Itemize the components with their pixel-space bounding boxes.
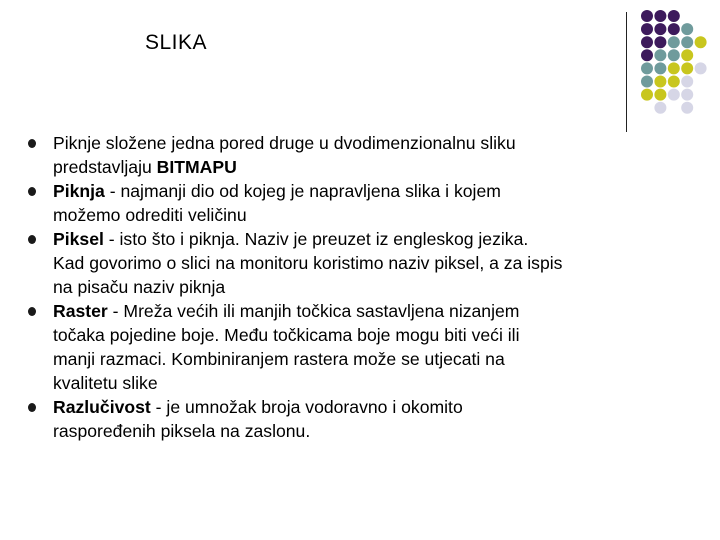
bullet-list — [26, 131, 706, 443]
dot — [654, 36, 666, 48]
dot — [654, 49, 666, 61]
dot — [654, 76, 666, 88]
list-item — [26, 131, 706, 179]
dot — [654, 23, 666, 35]
list-item — [26, 179, 706, 227]
dot — [681, 62, 693, 74]
item-text: - je umnožak broja vodoravno i okomito raspoređenih piksela na zaslonu. — [53, 397, 463, 441]
bullet-icon — [28, 403, 36, 412]
bullet-icon — [28, 139, 36, 148]
term: Piknja — [53, 181, 105, 201]
decorative-dot-grid — [0, 0, 720, 140]
dot — [641, 76, 653, 88]
dot — [668, 23, 680, 35]
dot — [641, 62, 653, 74]
dot — [681, 36, 693, 48]
dot — [641, 10, 653, 22]
dot — [654, 102, 666, 114]
list-item — [26, 395, 706, 443]
dot — [681, 23, 693, 35]
item-text: Piknje složene jedna pored druge u dvodimenzionalnu sliku predstavljaju — [53, 133, 516, 177]
dot — [654, 10, 666, 22]
dot — [641, 36, 653, 48]
term-end: BITMAPU — [156, 157, 237, 177]
dot — [654, 89, 666, 101]
list-item — [26, 227, 706, 299]
item-text: - isto što i piknja. Naziv je preuzet iz engleskog jezika. Kad govorimo o slici na monitoru koristimo naziv piksel, a za ispis na pisaču naziv piknja — [53, 229, 563, 297]
dot — [668, 62, 680, 74]
dot — [695, 36, 707, 48]
term: Raster — [53, 301, 108, 321]
dot — [668, 49, 680, 61]
item-text: - najmanji dio od kojeg je napravljena slika i kojem možemo odrediti veličinu — [53, 181, 501, 225]
term: Razlučivost — [53, 397, 151, 417]
dot — [668, 76, 680, 88]
dot — [641, 23, 653, 35]
term: Piksel — [53, 229, 104, 249]
dot — [668, 89, 680, 101]
bullet-icon — [28, 307, 36, 316]
dot — [681, 49, 693, 61]
bullet-icon — [28, 187, 36, 196]
dot — [695, 62, 707, 74]
bullet-icon — [28, 235, 36, 244]
dot — [681, 102, 693, 114]
dot — [681, 76, 693, 88]
slide-title: SLIKA — [145, 31, 208, 54]
dot — [681, 89, 693, 101]
item-text: - Mreža većih ili manjih točkica sastavljena nizanjem točaka pojedine boje. Među točkicama boje mogu biti veći ili manji razmaci. Kombiniranjem rastera može se utjecati na kvalitetu slike — [53, 301, 520, 393]
dot — [668, 36, 680, 48]
dot — [641, 89, 653, 101]
dot — [654, 62, 666, 74]
list-item — [26, 299, 706, 395]
dot — [668, 10, 680, 22]
dot — [641, 49, 653, 61]
